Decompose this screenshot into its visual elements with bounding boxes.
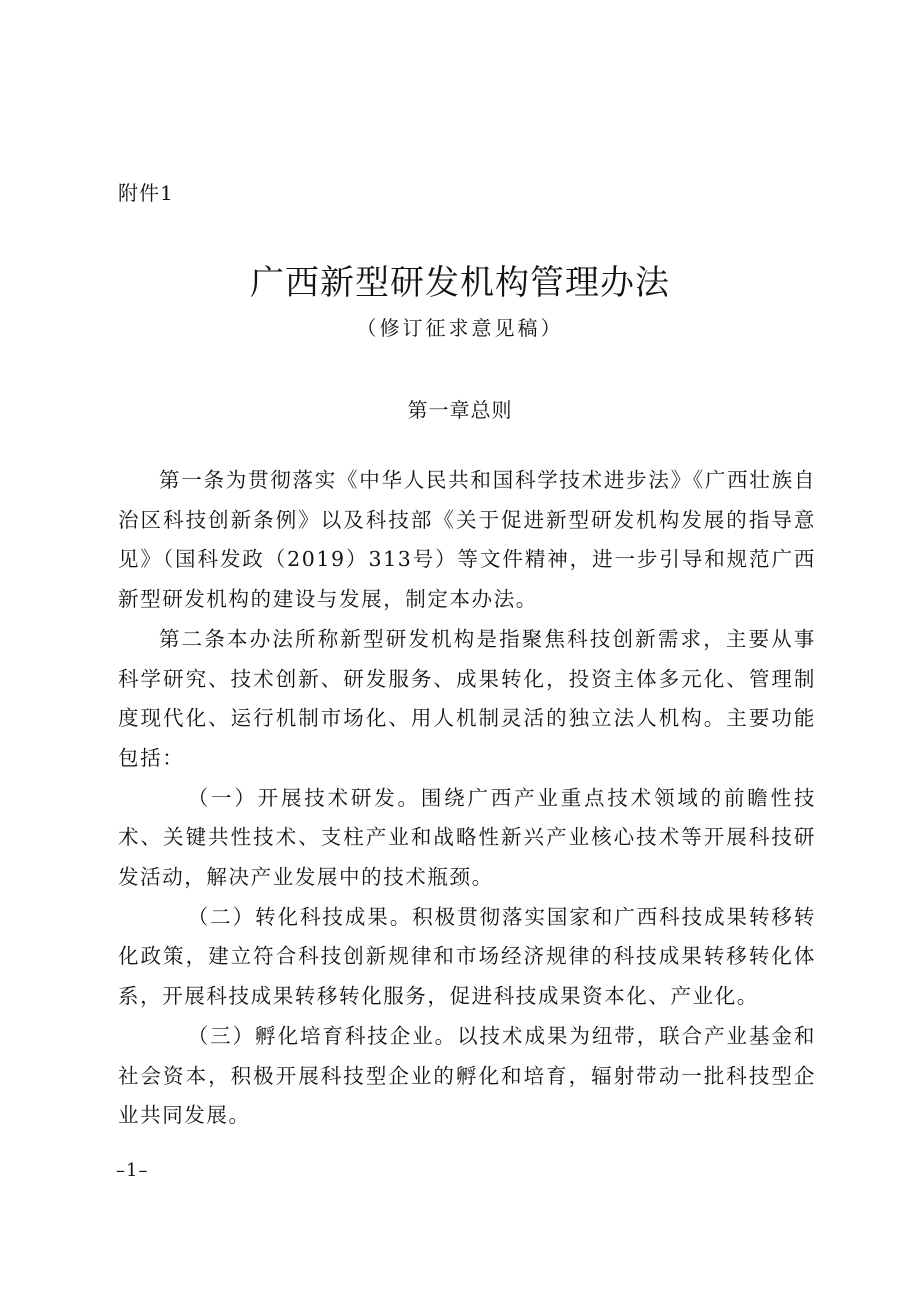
attachment-label: 附件1 bbox=[118, 181, 174, 205]
function-item-2: （二）转化科技成果。积极贯彻落实国家和广西科技成果转移转化政策，建立符合科技创新规律和市场经济规律的科技成果转移转化体系，开展科技成果转移转化服务，促进科技成果资本化、产业化。 bbox=[118, 904, 816, 1009]
article-2-paragraph: 第二条本办法所称新型研发机构是指聚焦科技创新需求，主要从事科学研究、技术创新、研发服务、成果转化，投资主体多元化、管理制度现代化、运行机制市场化、用人机制灵活的独立法人机构。主要功能包括： bbox=[118, 626, 816, 770]
article-1-paragraph: 第一条为贯彻落实《中华人民共和国科学技术进步法》《广西壮族自治区科技创新条例》以及科技部《关于促进新型研发机构发展的指导意见》（国科发政（2019）313号）等文件精神，进一步引导和规范广西新型研发机构的建设与发展，制定本办法。 bbox=[118, 468, 816, 612]
document-subtitle: （修订征求意见稿） bbox=[356, 316, 564, 340]
page-number: –1– bbox=[116, 1160, 149, 1181]
document-title: 广西新型研发机构管理办法 bbox=[250, 263, 670, 303]
function-item-1: （一）开展技术研发。围绕广西产业重点技术领域的前瞻性技术、关键共性技术、支柱产业和战略性新兴产业核心技术等开展科技研发活动，解决产业发展中的技术瓶颈。 bbox=[118, 785, 816, 890]
document-body bbox=[118, 461, 816, 1136]
function-item-3: （三）孵化培育科技企业。以技术成果为纽带，联合产业基金和社会资本，积极开展科技型企业的孵化和培育，辐射带动一批科技型企业共同发展。 bbox=[118, 1023, 816, 1128]
chapter-heading: 第一章总则 bbox=[407, 398, 513, 422]
